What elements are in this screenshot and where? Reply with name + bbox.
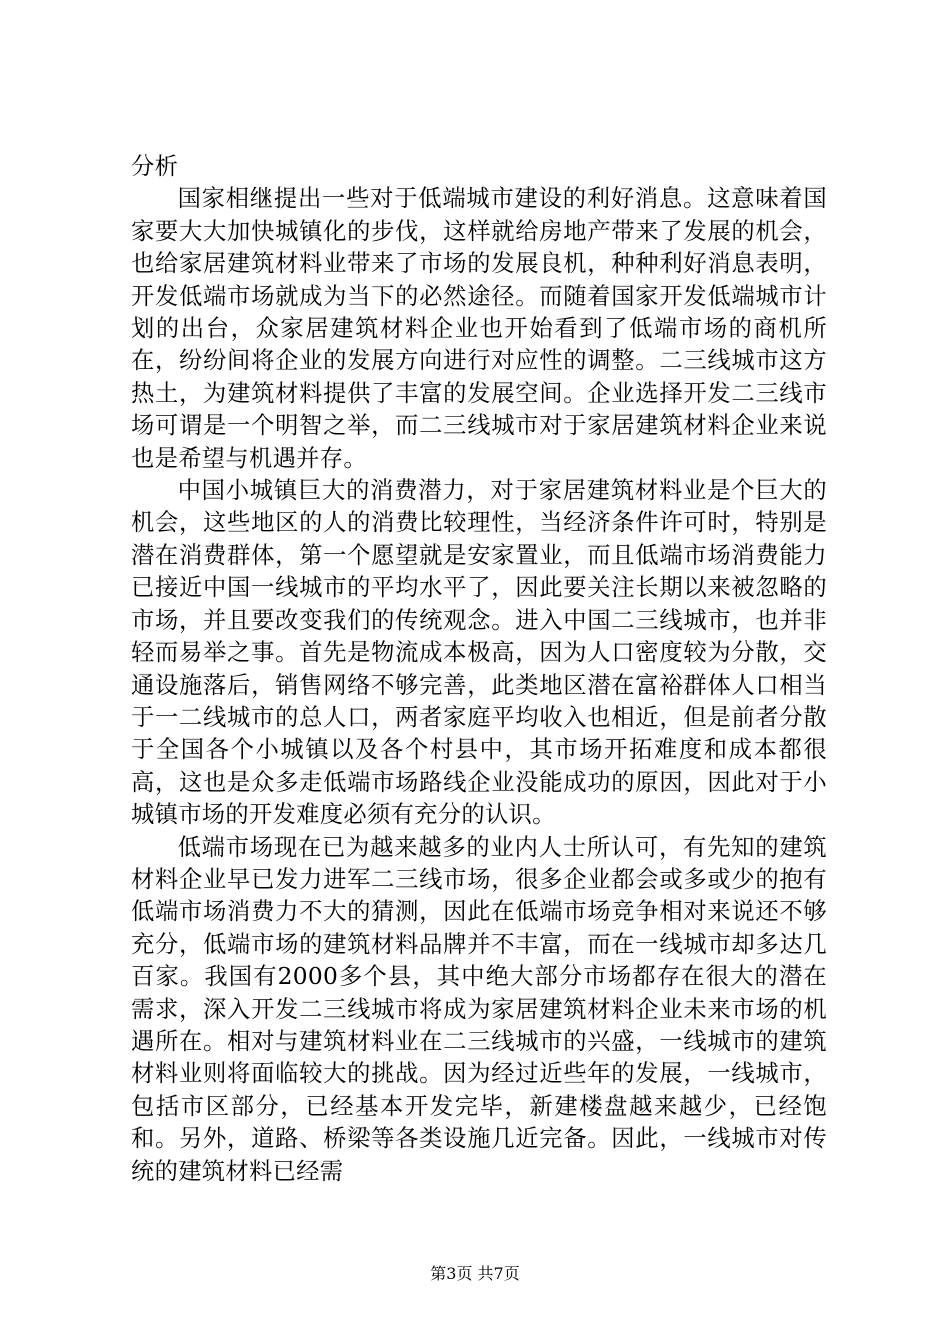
document-body [131,151,827,1188]
heading-fragment: 分析 [131,153,179,180]
paragraph-2: 中国小城镇巨大的消费潜力，对于家居建筑材料业是个巨大的机会，这些地区的人的消费比较理性，当经济条件许可时，特别是潜在消费群体，第一个愿望就是安家置业，而且低端市场消费能力已接近中国一线城市的平均水平了，因此要关注长期以来被忽略的市场，并且要改变我们的传统观念。进入中国二三线城市，也并非轻而易举之事。首先是物流成本极高，因为人口密度较为分散，交通设施落后，销售网络不够完善，此类地区潜在富裕群体人口相当于一二线城市的总人口，两者家庭平均收入也相近，但是前者分散于全国各个小城镇以及各个村县中，其市场开拓难度和成本都很高，这也是众多走低端市场路线企业没能成功的原因，因此对于小城镇市场的开发难度必须有充分的认识。 [131,477,827,829]
paragraph-1: 国家相继提出一些对于低端城市建设的利好消息。这意味着国家要大大加快城镇化的步伐，这样就给房地产带来了发展的机会，也给家居建筑材料业带来了市场的发展良机，种种利好消息表明，开发低端市场就成为当下的必然途径。而随着国家开发低端城市计划的出台，众家居建筑材料企业也开始看到了低端市场的商机所在，纷纷间将企业的发展方向进行对应性的调整。二三线城市这方热土，为建筑材料提供了丰富的发展空间。企业选择开发二三线市场可谓是一个明智之举，而二三线城市对于家居建筑材料企业来说也是希望与机遇并存。 [131,185,827,472]
page-footer: 第3页 共7页 [430,1264,520,1283]
paragraph-3: 低端市场现在已为越来越多的业内人士所认可，有先知的建筑材料企业早已发力进军二三线市场，很多企业都会或多或少的抱有低端市场消费力不大的猜测，因此在低端市场竞争相对来说还不够充分，低端市场的建筑材料品牌并不丰富，而在一线城市却多达几百家。我国有2000多个县，其中绝大部分市场都存在很大的潜在需求，深入开发二三线城市将成为家居建筑材料企业未来市场的机遇所在。相对与建筑材料业在二三线城市的兴盛，一线城市的建筑材料业则将面临较大的挑战。因为经过近些年的发展，一线城市，包括市区部分，已经基本开发完毕，新建楼盘越来越少，已经饱和。另外，道路、桥梁等各类设施几近完备。因此，一线城市对传统的建筑材料已经需 [131,833,827,1185]
